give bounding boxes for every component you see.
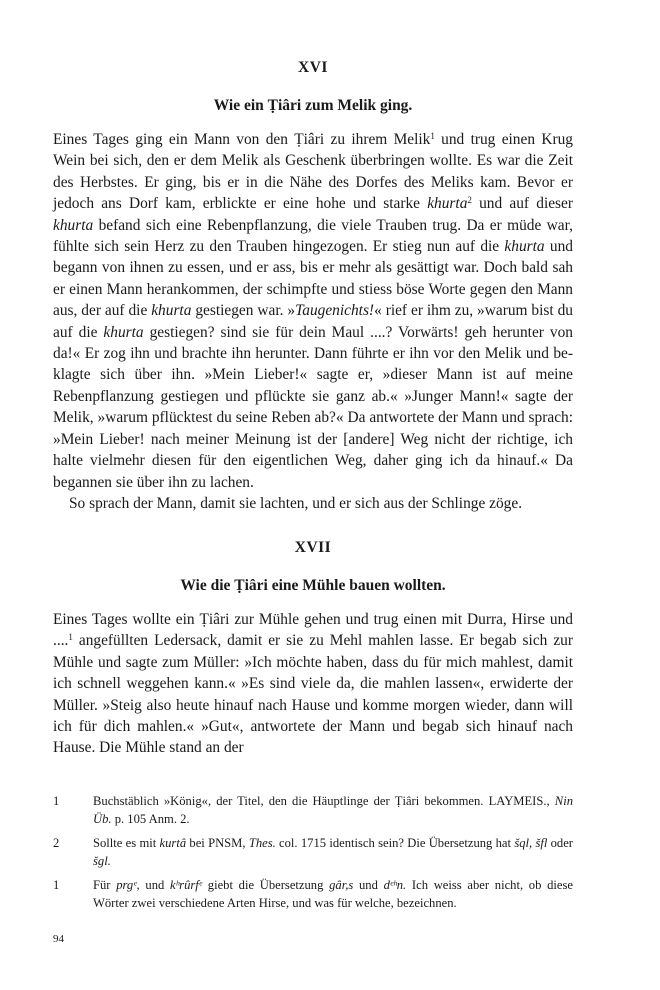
page-number: 94 <box>53 933 64 945</box>
italic-text: šql, šfl <box>514 836 548 850</box>
italic-text: dᵉʰn. <box>383 878 407 892</box>
footnotes <box>53 793 573 919</box>
chapter-title-xvi: Wie ein Ṭiâri zum Melik ging. <box>213 97 413 114</box>
chapter-xvii-text <box>53 609 573 759</box>
text: und auf dieser <box>471 195 573 213</box>
term-khurta: khurta <box>103 323 144 341</box>
chapter-number-xvi: XVI <box>298 59 328 76</box>
italic-text: prgᵉ, <box>116 878 140 892</box>
text: und begann von ihnen zu essen, und er ass, bis er mehr als gesättigt war. Doch bald sah er einen Mann herankommen, der schimpfte und stiess böse Worte gegen den Mann aus, der auf die <box>53 238 573 320</box>
footnote-number: 1 <box>53 878 60 892</box>
text: giebt die Übersetzung <box>202 878 330 892</box>
text: und <box>139 878 170 892</box>
paragraph <box>53 609 573 759</box>
text: Für <box>93 878 117 892</box>
italic-text: Thes. <box>248 836 276 850</box>
text: und <box>353 878 384 892</box>
footnote-number: 1 <box>53 794 60 808</box>
footnote-ref: 1 <box>430 131 435 142</box>
term-khurta: khurta <box>151 302 192 320</box>
footnote <box>53 793 573 828</box>
footnote-number: 2 <box>53 836 60 850</box>
chapter-title-xvii: Wie die Ṭiâri eine Mühle bauen wollten. <box>180 577 446 594</box>
text: angefüllten Ledersack, damit er sie zu Mehl mahlen lasse. Er begab sich zur Mühle und sagte zum Müller: »Ich möchte haben, dass du für mich mahlest, damit ich schnell weggehen kann.« »Es sind viele da, die mahlen lassen«, erwiderte der Müller. »Steig also heute hinauf nach Hause und komme morgen wieder, dann will ich für dich mahlen.« »Gut«, antwortete der Mann und begab sich hinauf nach Hause. Die Mühle stand an der <box>53 632 573 757</box>
paragraph: So sprach der Mann, damit sie lachten, und er sich aus der Schlinge zöge. <box>69 494 523 512</box>
footnote <box>53 877 573 912</box>
quote-italic: Taugenichts! <box>295 302 375 320</box>
text: col. 1715 identisch sein? Die Übersetzung hat <box>275 836 515 850</box>
chapter-xvi-text <box>53 129 573 514</box>
text: Buchstäblich »König«, der Titel, den die Häuptlinge der Ṭiâri bekommen. LAYMEIS., <box>93 794 555 808</box>
text: gestiegen war. » <box>191 302 296 320</box>
italic-text: šgl. <box>93 853 111 868</box>
text: Ich weiss aber nicht, ob diese Wörter zwei verschiedene Arten Hirse, und was für welche, bezeichnen. <box>93 878 573 910</box>
footnote-ref: 2 <box>467 195 472 206</box>
text: oder <box>547 836 574 850</box>
text: Eines Tages ging ein Mann von den Ṭiâri zu ihrem Melik <box>53 131 431 148</box>
text: Sollte es mit <box>93 836 160 850</box>
text: bei PNSM, <box>186 836 249 850</box>
text: Eines Tages wollte ein Ṭiâri zur Mühle gehen und trug einen mit Durra, Hirse und .... <box>53 611 573 650</box>
term-khurta: khurta <box>427 195 468 213</box>
text: gestiegen? sind sie für dein Maul ....? Vorwärts! geh herunter von da!« Er zog ihn und brachte ihn herunter. Dann führte er ihn vor den Melik und beklagte sich über ihn. »Mein Lieber!« sagte er, »dieser Mann ist auf meine Rebenpflanzung gestiegen und pflückte sie ganz ab.« »Junger Mann!« sagte der Melik, »warum pflücktest du seine Reben ab?« Da antwortete der Mann und sprach: »Mein Lieber! nach meiner Meinung ist der [andere] Weg nicht der richtige, ich halte vielmehr diesen für den eigentlichen Weg, daher ging ich da hinauf.« Da begannen sie über ihn zu lachen. <box>53 323 573 491</box>
chapter-number-xvii: XVII <box>294 539 332 556</box>
footnote-ref: 1 <box>68 632 73 643</box>
italic-text: gâr,s <box>329 878 354 892</box>
footnote <box>53 835 573 870</box>
text: befand sich eine Rebenpflanzung, die viele Trauben trug. Da er müde war, fühlte sich sein Herz zu den Trauben hingezogen. Er stieg nun auf die <box>53 216 573 256</box>
term-khurta: khurta <box>504 238 545 256</box>
term-khurta: khurta <box>53 216 94 234</box>
italic-text: Nin Üb. <box>93 794 573 826</box>
text: « rief er ihm zu, »warum bist du auf die <box>53 302 573 341</box>
italic-text: kʰrûrfᵉ <box>170 878 203 892</box>
text: und trug einen Krug Wein bei sich, den er dem Melik als Geschenk überbringen wollte. Es war die Zeit des Herbstes. Er ging, bis er in die Nähe des Dorfes des Meliks kam. Bevor er jedoch ans Dorf kam, erblickte er eine hohe und starke <box>53 131 573 213</box>
text: p. 105 Anm. 2. <box>111 811 190 826</box>
italic-text: kurtâ <box>159 836 187 850</box>
paragraph <box>53 129 573 493</box>
